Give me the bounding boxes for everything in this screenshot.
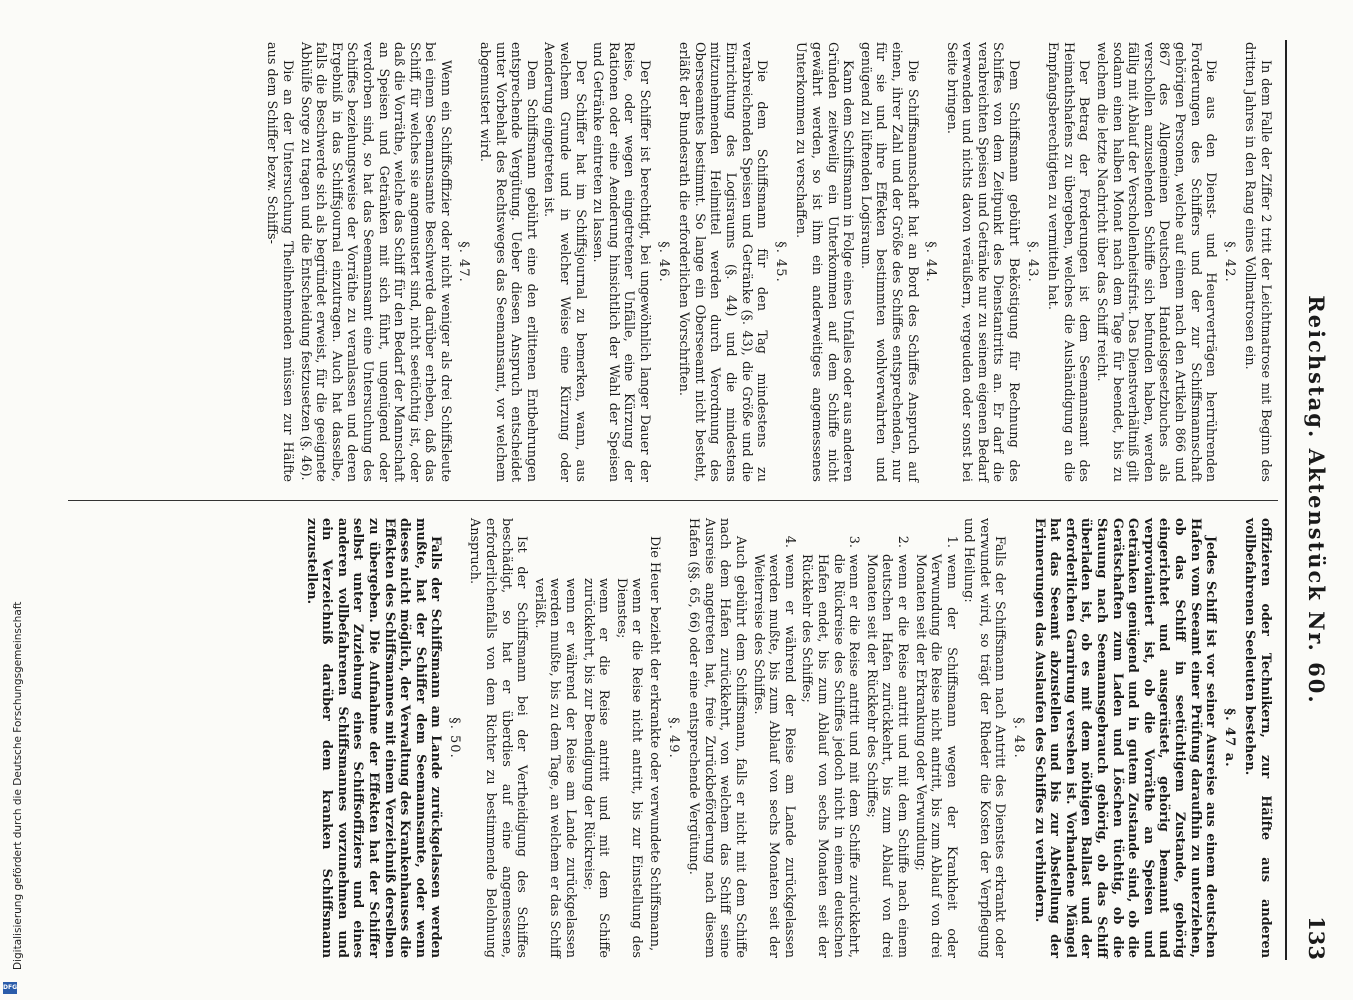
paragraph: Auch gebührt dem Schiffsmann, falls er nicht mit dem Schiffe nach dem Hafen zurückkehrt, von welchem das Schiff seine Ausreise angetreten hat, freie Zurückbeförderung nach diesem Hafen (§§. 65, 66) oder eine entsprechende Vergütung. (686, 518, 748, 958)
section-heading: §. 44. (923, 241, 939, 283)
dfg-logo: DFG (3, 982, 17, 994)
list-number: 3. (846, 535, 862, 548)
list-item (750, 532, 797, 958)
header-rule (1285, 40, 1287, 960)
credit-text: Digitalisierung gefördert durch die Deutsche Forschungsgemeinschaft (12, 601, 24, 970)
paragraph: Die aus den Dienst- und Heuerverträgen herrührenden Forderungen des Schiffers und der zur Schiffsmannschaft gehörigen Personen, welche auf einem nach den Artikeln 866 und 867 des Allgemeinen Deutschen Handelsgesetzbuches als verschollen anzusehenden Schiffe sich befunden haben, werden fällig mit Ablauf der Verschollenheitsfrist. Das Dienstverhältniß gilt sodann einen halben Monat nach dem Tage für beendet, bis zu welchem die letzte Nachricht über das Schiff reicht. (1094, 42, 1219, 482)
left-column (262, 42, 1273, 482)
paragraph: Ist der Schiffsmann bei der Vertheidigung des Schiffes beschädigt, so hat er überdies auf eine angemessene, erforderlichenfalls von dem Richter zu bestimmende Belohnung Anspruch. (467, 518, 530, 958)
list-text: wenn er die Reise antritt und mit dem Schiffe zurückkehrt, die Rückreise des Schiffes jedoch nicht in einem deutschen Hafen endet, bis zum Ablauf von sechs Monaten seit der Rückkehr des Schiffes; (799, 554, 862, 958)
paragraph: Kann dem Schiffsmann in Folge eines Unfalles oder aus anderen Gründen zeitweilig ein Unterkommen auf dem Schiffe nicht gewährt werden, so ist ihm ein anderweitiges angemessenes Unterkommen zu verschaffen. (793, 42, 856, 482)
paragraph: Falls der Schiffsmann nach Antritt des Dienstes erkrankt oder verwundet wird, so trägt der Rheder die Kosten der Verpflegung und Heilung: (961, 518, 1008, 958)
list-number: 1. (943, 535, 959, 548)
indented-clause: wenn er die Reise antritt und mit dem Schiffe zurückkehrt, bis zur Beendigung der Rückreise; (580, 578, 612, 958)
paragraph: Der Schiffer ist berechtigt, bei ungewöhnlich langer Dauer der Reise, oder wegen eingetretener Unfälle, eine Kürzung der Rationen oder eine Aenderung hinsichtlich der Wahl der Speisen und Getränke eintreten zu lassen. (590, 42, 653, 482)
list-item (799, 532, 861, 958)
page-number: 133 (1304, 916, 1329, 960)
section-heading: §. 47. (456, 241, 472, 283)
list-text: wenn er die Reise antritt und mit dem Schiffe nach einem deutschen Hafen zurückkehrt, bis zum Ablauf von drei Monaten seit der Rückkehr des Schiffes; (863, 554, 910, 958)
digitization-credit (0, 6, 24, 996)
paragraph: offizieren oder Technikern, zur Hälfte aus anderen vollbefahrenen Seeleuten bestehen. (1242, 518, 1273, 958)
paragraph: Die Schiffsmannschaft hat an Bord des Schiffes Anspruch auf einen, ihrer Zahl und der Größe des Schiffes entsprechenden, nur für sie und ihre Effekten bestimmten wohlverwahrten und genügend zu lüftenden Logisraum. (857, 42, 920, 482)
paragraph: Die dem Schiffsmann für den Tag mindestens zu verabreichenden Speisen und Getränke (§. 43), die Größe und die Einrichtung des Logisraums (§. 44) und die mindestens mitzunehmenden Heilmittel werden durch Verordnung des Oberseeamtes bestimmt. So lange ein Oberseeamt nicht besteht, erläßt der Bundesrath die erforderlichen Vorschriften. (676, 42, 770, 482)
indented-clause: wenn er die Reise nicht antritt, bis zur Einstellung des Dienstes; (613, 578, 645, 958)
section-heading: §. 42. (1221, 241, 1237, 283)
paragraph: Wenn ein Schiffsoffizier oder nicht weniger als drei Schiffsleute bei einem Seemannsamte Beschwerde darüber erheben, daß das Schiff, für welches sie angemustert sind, nicht seetüchtig ist, oder daß die Vorräthe, welche das Schiff für den Bedarf der Mannschaft an Speisen und Getränken mit sich führt, ungenügend oder verdorben sind, so hat das Seemannsamt eine Untersuchung des Schiffes beziehungsweise der Vorräthe zu veranlassen und deren Ergebniß in das Schiffsjournal einzutragen. Auch hat dasselbe, falls die Beschwerde sich als begründet erweist, für die geeignete Abhülfe Sorge zu tragen und die Entscheidung festzusetzen (§. 46). (297, 42, 453, 482)
paragraph: Die Heuer bezieht der erkrankte oder verwundete Schiffsmann, (647, 536, 663, 952)
paragraph: Die an der Untersuchung Theilnehmenden müssen zur Hälfte aus dem Schiffer bezw. Schiffs- (264, 42, 295, 482)
list-item (863, 532, 910, 958)
list-number: 2. (894, 535, 910, 548)
column-divider (68, 500, 1278, 501)
list-text: wenn er während der Reise am Lande zurückgelassen werden mußte, bis zum Ablauf von sechs Monaten seit der Weiterreise des Schiffes. (750, 554, 797, 958)
section-heading: §. 43. (1024, 241, 1040, 283)
list-item (912, 532, 959, 958)
paragraph: Jedes Schiff ist vor seiner Ausreise aus einem deutschen Hafen vom Seeamt einer Prüfung daraufhin zu unterziehen, ob das Schiff in seetüchtigem Zustande, gehörig eingerichtet und ausgerüstet, gehörig bemannt und verproviantiert ist, ob die Vorräthe an Speisen und Getränken genügend und in gutem Zustande sind, ob die Gerätschaften zum Laden und Löschen tüchtig, ob die Stauung nach Seemannsgebrauch gehörig, ob das Schiff überladen ist, ob es mit dem nöthigen Ballast und der erforderlichen Garnirung versehen ist. Vorhandene Mängel hat das Seeamt abzustellen und bis zur Abstellung der Erinnerungen das Auslaufen des Schiffes zu verhindern. (1031, 518, 1219, 958)
indented-clause: wenn er während der Reise am Lande zurückgelassen werden mußte, bis zu dem Tage, an welchem er das Schiff verläßt. (531, 578, 579, 958)
running-head: Reichstag. Aktenstück Nr. 60. (1304, 295, 1329, 705)
paragraph: Falls der Schiffsmann am Lande zurückgelassen werden mußte, hat der Schiffer dem Seemannsamte, oder wenn dieses nicht möglich, der Verwaltung des Krankenhauses die Effekten des Schiffsmannes mit einem Verzeichniß derselben zu übergeben. Die Aufnahme der Effekten hat der Schiffer selbst unter Zuziehung eines Schiffsoffiziers und eines anderen vollbefahrenen Schiffsmannes vorzunehmen und ein Verzeichniß darüber dem kranken Schiffsmann zuzustellen. (303, 518, 444, 958)
right-column (301, 518, 1273, 958)
paragraph: Der Schiffer hat im Schiffsjournal zu bemerken, wann, aus welchem Grunde und in welcher Weise eine Kürzung oder Aenderung eingetreten ist. (541, 42, 588, 482)
section-heading: §. 48. (1011, 717, 1027, 759)
section-heading: §. 49. (665, 717, 681, 759)
list-number: 4. (781, 535, 797, 548)
section-heading: §. 47 a. (1221, 708, 1237, 768)
paragraph: Der Betrag der Forderungen ist dem Seemannsamt des Heimathshafens zu übergeben, welches die Aushändigung an die Empfangsberechtigten zu vermitteln hat. (1045, 42, 1092, 482)
paragraph: Dem Schiffsmann gebührt Beköstigung für Rechnung des Schiffes von dem Zeitpunkt des Dienstantritts an. Er darf die verabreichten Speisen und Getränke nur zu seinem eigenen Bedarf verwenden und nichts davon veräußern, vergeuden oder sonst bei Seite bringen. (943, 42, 1022, 482)
paragraph: In dem Falle der Ziffer 2 tritt der Leichtmatrose mit Beginn des dritten Jahres in den Rang eines Vollmatrosen ein. (1242, 42, 1273, 482)
section-heading: §. 46. (655, 241, 671, 283)
page-header (1285, 40, 1335, 960)
paragraph: Dem Schiffsmann gebührt eine den erlittenen Entbehrungen entsprechende Vergütung. Ueber diesen Anspruch entscheidet unter Vorbehalt des Rechtsweges das Seemannsamt, vor welchem abgemustert wird. (477, 42, 539, 482)
list-text: wenn der Schiffsmann wegen der Krankheit oder Verwundung die Reise nicht antritt, bis zum Ablauf von drei Monaten seit der Erkrankung oder Verwundung; (912, 554, 959, 958)
section-heading: §. 45. (772, 241, 788, 283)
section-heading: §. 50. (446, 717, 462, 759)
